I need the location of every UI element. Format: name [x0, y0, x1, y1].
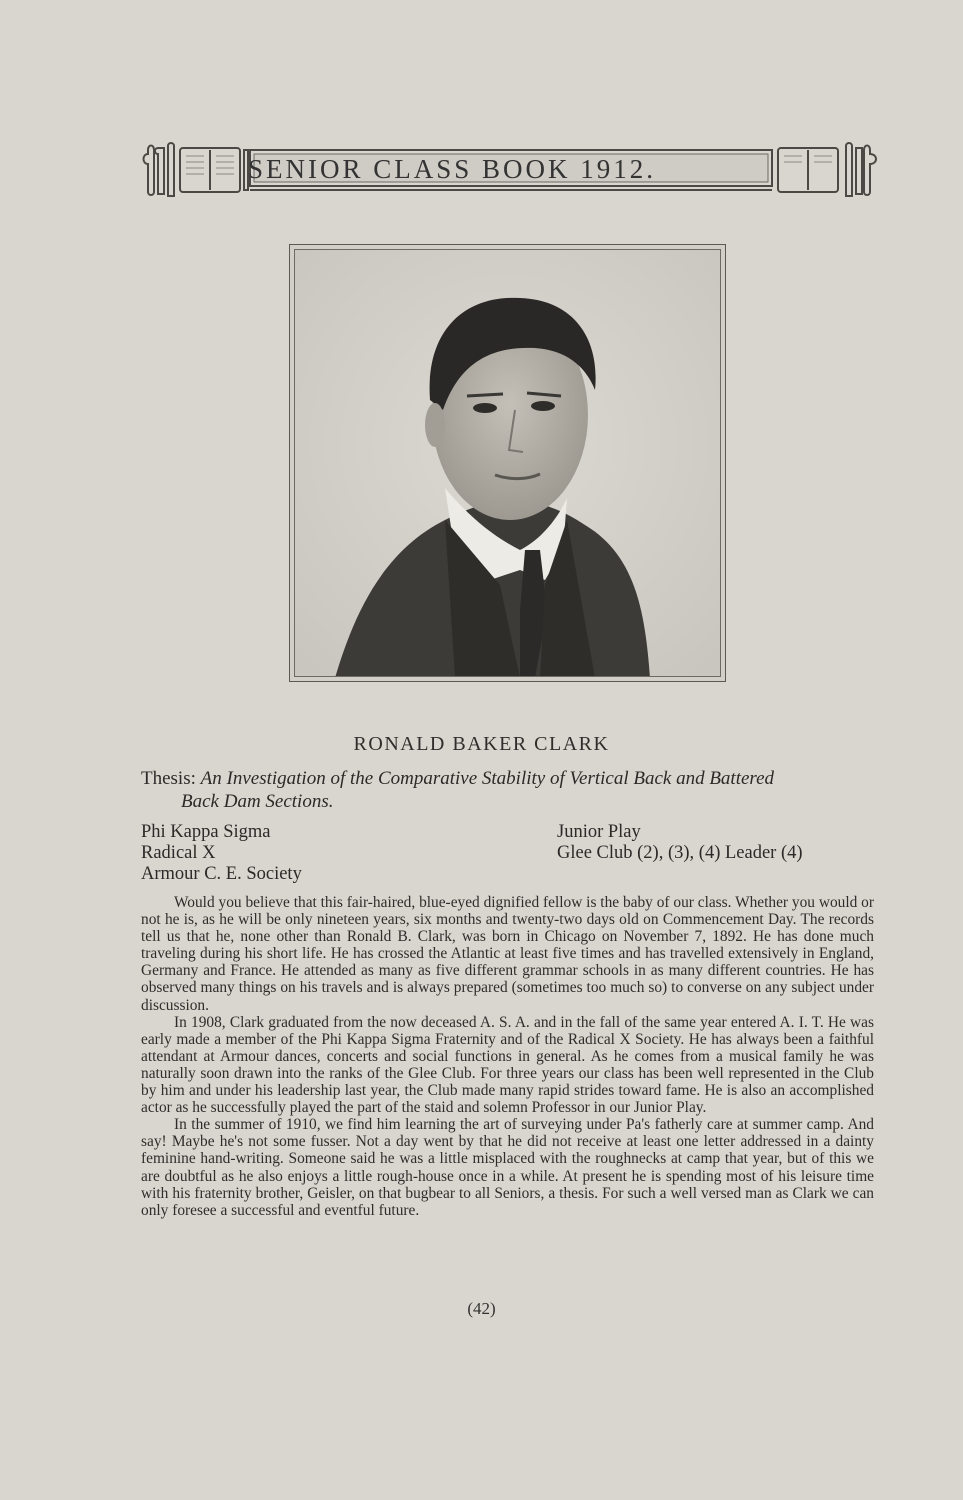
bio-paragraph: In 1908, Clark graduated from the now deceased A. S. A. and in the fall of the same year entered A. I. T. He was early made a member of the Phi Kappa Sigma Fraternity and of the Radical X Society. He has always been a faithful attendant at Armour dances, concerts and social functions in general. As he comes from a musical family he was naturally soon drawn into the ranks of the Glee Club. For three years our class has been well represented in the Club by him and under his leadership last year, the Club made many rapid strides toward fame. He is also an accomplished actor as he successfully played the part of the staid and solemn Professor in our Junior Play.: [141, 1013, 874, 1117]
thesis-title-line2: Back Dam Sections.: [181, 791, 334, 812]
thesis-block: [141, 767, 879, 813]
activity-item: Radical X: [141, 843, 216, 863]
page-number: (42): [467, 1299, 496, 1318]
biography: [141, 894, 874, 1219]
activity-item: Phi Kappa Sigma: [141, 822, 271, 842]
portrait-frame: [289, 244, 726, 682]
activity-item: Armour C. E. Society: [141, 864, 302, 884]
portrait-illustration: [295, 250, 721, 677]
activities-right: [557, 822, 803, 864]
student-name: RONALD BAKER CLARK: [353, 733, 610, 755]
activity-item: Junior Play: [557, 822, 641, 842]
activities-left: [141, 822, 302, 885]
portrait-photo: [294, 249, 721, 677]
bio-paragraph: In the summer of 1910, we find him learning the art of surveying under Pa's fatherly care at summer camp. And say! Maybe he's not some fusser. Not a day went by that he did not receive at least one letter addressed in a dainty feminine hand-writing. Someone said he was a little misplaced with the roughnecks at camp that year, but of this we are doubtful as he also enjoys a little rough-house once in a while. At present he is spending most of his leisure time with his fraternity brother, Geisler, on that bugbear to all Seniors, a thesis. For such a well versed man as Clark we can only foresee a successful and eventful future.: [141, 1116, 874, 1219]
activity-item: Glee Club (2), (3), (4) Leader (4): [557, 843, 803, 863]
thesis-title-line1: An Investigation of the Comparative Stability of Vertical Back and Battered: [200, 768, 775, 789]
banner-title: SENIOR CLASS BOOK 1912.: [248, 154, 657, 184]
bio-paragraph: Would you believe that this fair-haired, blue-eyed dignified fellow is the baby of our class. Whether you would or not he is, as he will be only nineteen years, six months and twenty-two days old on Commencement Day. The records tell us that he, none other than Ronald B. Clark, was born in Chicago on November 7, 1892. He has done much traveling during his short life. He has crossed the Atlantic at least five times and has travelled extensively in England, Germany and France. He attended as many as five different grammar schools in as many different countries. He has observed many things on his travels and is always prepared (sometimes too much so) to converse on any subject under discussion.: [141, 894, 874, 1014]
thesis-label: Thesis:: [141, 768, 196, 789]
